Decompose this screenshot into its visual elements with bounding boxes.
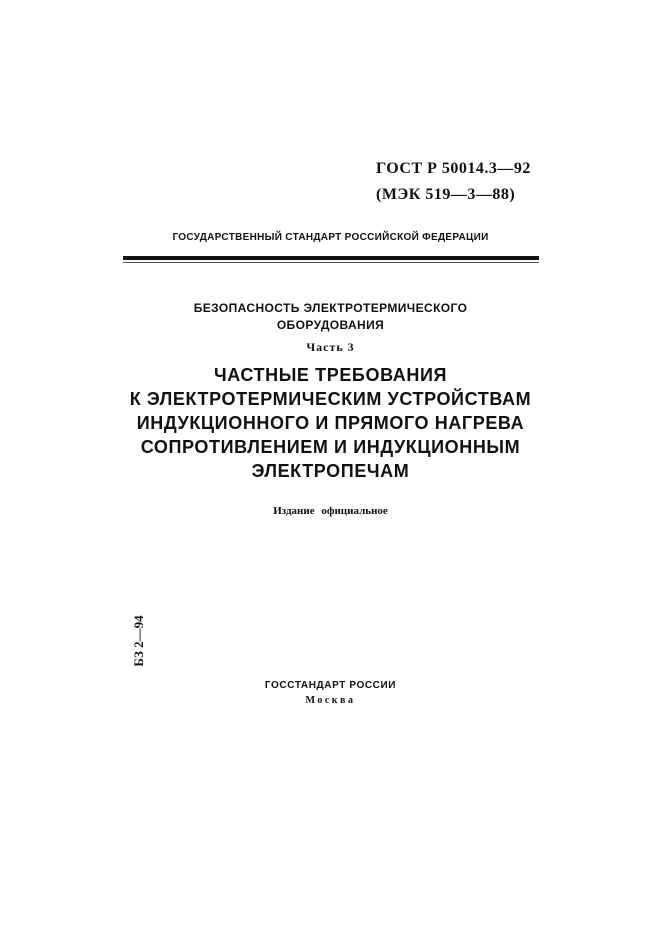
standard-label: ГОСУДАРСТВЕННЫЙ СТАНДАРТ РОССИЙСКОЙ ФЕДЕРАЦИИ (172, 232, 489, 243)
gost-code: ГОСТ Р 50014.3—92 (376, 160, 531, 177)
safety-title-line: БЕЗОПАСНОСТЬ ЭЛЕКТРОТЕРМИЧЕСКОГО (193, 301, 468, 315)
main-title-line: К ЭЛЕКТРОТЕРМИЧЕСКИМ УСТРОЙСТВАМ (129, 389, 532, 409)
side-code-container (128, 610, 150, 672)
safety-title-line: ОБОРУДОВАНИЯ (276, 318, 385, 332)
side-code: БЗ 2—94 (131, 615, 146, 667)
iec-code: (МЭК 519—3—88) (376, 186, 516, 203)
publisher-name: ГОССТАНДАРТ РОССИИ (264, 680, 397, 691)
header-divider (123, 256, 539, 260)
safety-title (0, 300, 661, 334)
main-title-line: СОПРОТИВЛЕНИЕМ И ИНДУКЦИОННЫМ (140, 437, 521, 457)
main-title-line: ИНДУКЦИОННОГО И ПРЯМОГО НАГРЕВА (136, 413, 525, 433)
main-title-line: ЭЛЕКТРОПЕЧАМ (251, 461, 410, 481)
header-divider-thin (123, 262, 539, 263)
publisher-city: Москва (305, 695, 356, 706)
main-title-line: ЧАСТНЫЕ ТРЕБОВАНИЯ (213, 365, 448, 385)
part-label: Часть 3 (306, 340, 355, 354)
edition-label: Издание официальное (273, 505, 388, 517)
main-title (0, 363, 661, 483)
